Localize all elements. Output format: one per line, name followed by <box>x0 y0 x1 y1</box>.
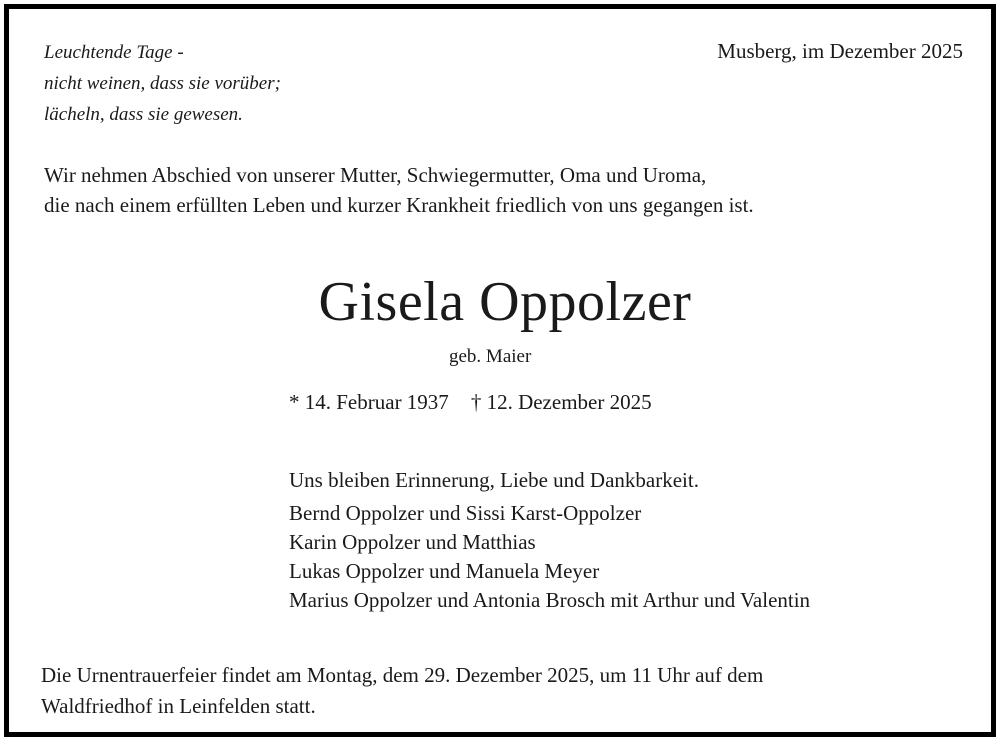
mourner-line: Lukas Oppolzer und Manuela Meyer <box>289 559 600 583</box>
service-line-1: Die Urnentrauerfeier findet am Montag, dem 29. Dezember 2025, um 11 Uhr auf dem <box>41 663 764 687</box>
life-dates <box>289 390 652 415</box>
mourners-block <box>289 466 810 615</box>
obituary-notice <box>4 4 996 737</box>
death-date: † 12. Dezember 2025 <box>470 390 652 414</box>
deceased-name: Gisela Oppolzer <box>318 271 692 333</box>
poem-line-3: lächeln, dass sie gewesen. <box>44 104 243 125</box>
farewell-line-2: die nach einem erfüllten Leben und kurzer Krankheit friedlich von uns gegangen ist. <box>44 193 754 217</box>
birth-name: geb. Maier <box>449 346 532 367</box>
mourner-line: Marius Oppolzer und Antonia Brosch mit Arthur und Valentin <box>289 588 811 612</box>
funeral-service-info <box>41 660 763 722</box>
memorial-poem <box>44 37 281 130</box>
mourner-line: Bernd Oppolzer und Sissi Karst-Oppolzer <box>289 501 642 525</box>
service-line-2: Waldfriedhof in Leinfelden statt. <box>41 694 316 718</box>
place-and-date: Musberg, im Dezember 2025 <box>717 39 963 63</box>
farewell-text <box>44 160 754 220</box>
poem-line-1: Leuchtende Tage - <box>44 42 184 63</box>
poem-line-2: nicht weinen, dass sie vorüber; <box>44 73 281 94</box>
mourner-line: Karin Oppolzer und Matthias <box>289 530 536 554</box>
birth-date: * 14. Februar 1937 <box>289 390 449 414</box>
remembrance-line: Uns bleiben Erinnerung, Liebe und Dankbarkeit. <box>289 468 699 492</box>
farewell-line-1: Wir nehmen Abschied von unserer Mutter, Schwiegermutter, Oma und Uroma, <box>44 163 707 187</box>
